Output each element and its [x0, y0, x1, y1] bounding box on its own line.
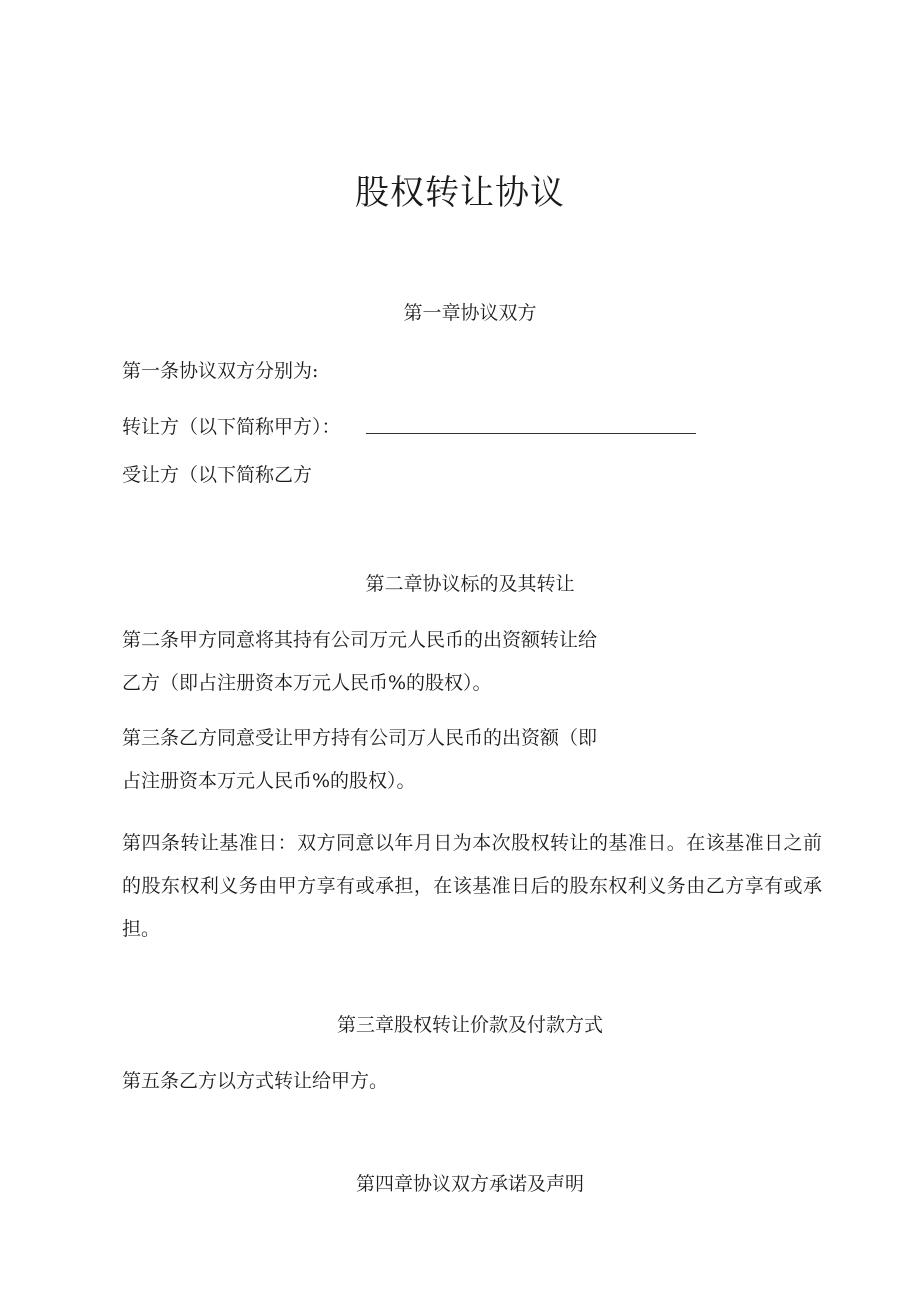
chapter-1-heading: 第一章协议双方 — [403, 302, 537, 324]
article-3-line-1: 第三条乙方同意受让甲方持有公司万人民币的出资额（即 — [122, 727, 598, 749]
article-2-line-1: 第二条甲方同意将其持有公司万元人民币的出资额转让给 — [122, 629, 598, 651]
article-2-line-2: 乙方（即占注册资本万元人民币%的股权）。 — [122, 672, 492, 694]
transferor-label: 转让方（以下简称甲方）： — [122, 416, 341, 438]
chapter-3-heading: 第三章股权转让价款及付款方式 — [336, 1014, 603, 1036]
article-5: 第五条乙方以方式转让给甲方。 — [122, 1070, 389, 1092]
article-3-line-2: 占注册资本万元人民币%的股权）。 — [122, 770, 416, 792]
chapter-2-heading: 第二章协议标的及其转让 — [365, 573, 575, 595]
document-title: 股权转让协议 — [355, 173, 565, 213]
transferee-label: 受让方（以下简称乙方 — [122, 464, 313, 486]
transferor-blank-line — [366, 433, 696, 434]
article-4: 第四条转让基准日：双方同意以年月日为本次股权转让的基准日。在该基准日之前的股东权利义务由甲方享有或承担，在该基准日后的股东权利义务由乙方享有或承担。 — [122, 832, 822, 940]
chapter-4-heading: 第四章协议双方承诺及声明 — [355, 1173, 584, 1195]
article-1: 第一条协议双方分别为: — [122, 360, 319, 382]
